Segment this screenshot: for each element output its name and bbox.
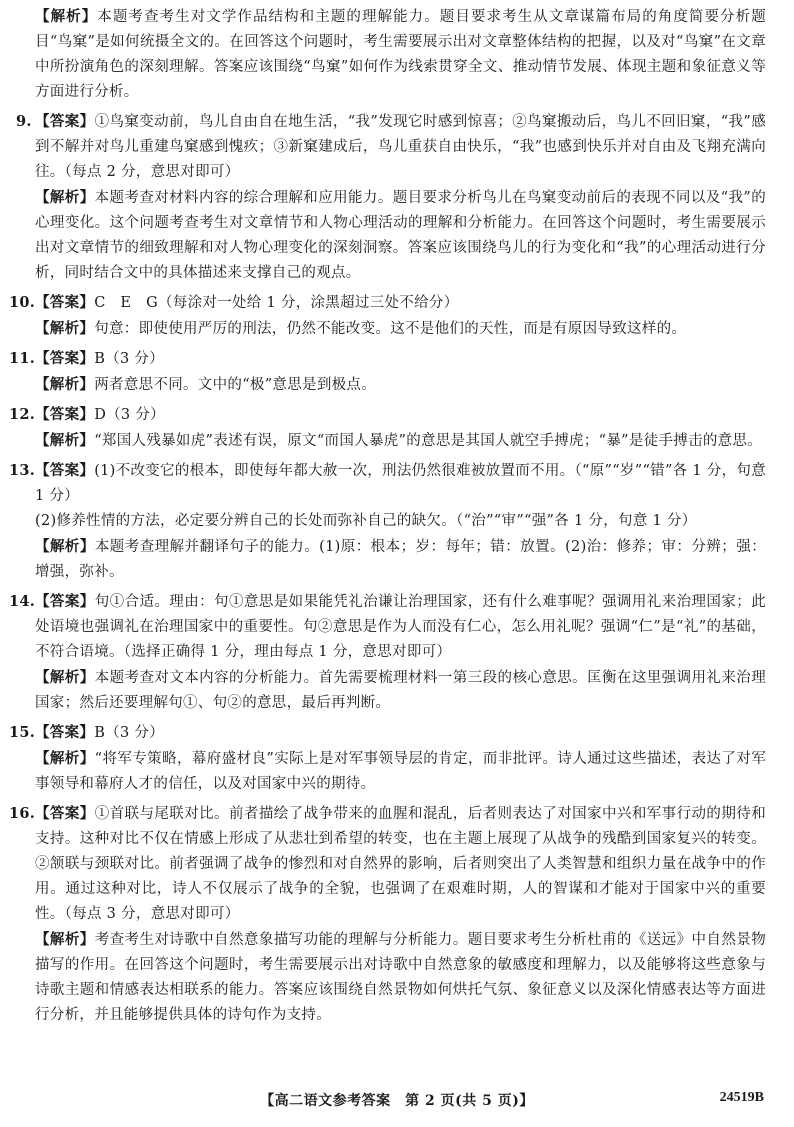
question-number: 13. — [9, 462, 36, 479]
analysis-paragraph — [35, 534, 766, 585]
answer-item — [9, 346, 766, 372]
analysis-label: 【解析】 — [35, 189, 95, 206]
question-number: 15. — [9, 724, 36, 741]
block-text: 句①合适。理由：句①意思是如果能凭礼治谦让治理国家，还有什么难事呢？强调用礼来治理国家；此处语境也强调礼在治理国家中的重要性。句②意思是作为人而没有仁心，怎么用礼呢？强调“仁”是“礼”的基础，不符合语境。（选择正确得 1 分，理由每点 1 分，意思对即可） — [35, 594, 766, 660]
answer-label: 【答案】 — [35, 350, 95, 367]
answer-item — [9, 801, 766, 927]
analysis-label: 【解析】 — [35, 8, 98, 25]
answer-label: 【答案】 — [35, 593, 95, 610]
question-number: 14. — [9, 593, 36, 610]
block-text: 本题考查考生对文学作品结构和主题的理解能力。题目要求考生从文章谋篇布局的角度简要分析题目“鸟窠”是如何统摄全文的。在回答这个问题时，考生需要展示出对文章整体结构的把握，以及对“鸟窠”在文章中所扮演角色的深刻理解。答案应该围绕“鸟窠”如何作为线索贯穿全文、推动情节发展、体现主题和象征意义等方面进行分析。 — [35, 9, 766, 100]
block-text: B（3 分） — [94, 351, 164, 367]
analysis-paragraph — [35, 372, 766, 398]
question-number: 10. — [9, 294, 36, 311]
block-text: B（3 分） — [94, 725, 164, 741]
answer-label: 【答案】 — [35, 805, 95, 822]
analysis-paragraph — [35, 428, 766, 454]
block-text: 两者意思不同。文中的“极”意思是到极点。 — [94, 377, 377, 393]
question-number: 16. — [9, 805, 36, 822]
analysis-paragraph — [35, 185, 766, 286]
block-text: 本题考查对材料内容的综合理解和应用能力。题目要求分析鸟儿在鸟窠变动前后的表现不同以及“我”的心理变化。这个问题考查考生对文章情节和人物心理活动的理解和分析能力。在回答这个问题时，考生需要展示出对文章情节的细致理解和对人物心理变化的深刻洞察。答案应该围绕鸟儿的行为变化和“我”的心理活动进行分析，同时结合文中的具体描述来支撑自己的观点。 — [35, 190, 766, 281]
question-number: 9. — [16, 113, 32, 130]
block-text: 句意：即使使用严厉的刑法，仍然不能改变。这不是他们的天性，而是有原因导致这样的。 — [94, 321, 687, 337]
answer-item — [18, 109, 766, 185]
analysis-label: 【解析】 — [35, 432, 95, 449]
analysis-label: 【解析】 — [35, 669, 95, 686]
question-number: 11. — [9, 350, 36, 367]
block-text: ①鸟窠变动前，鸟儿自由自在地生活，“我”发现它时感到惊喜；②鸟窠搬动后，鸟儿不回旧窠，“我”感到不解并对鸟儿重建鸟窠感到愧疚；③新窠建成后，鸟儿重获自由快乐，“我”也感到快乐并对自由及飞翔充满向往。（每点 2 分，意思对即可） — [35, 114, 767, 180]
page-footer — [0, 1090, 794, 1120]
block-text: 考查考生对诗歌中自然意象描写功能的理解与分析能力。题目要求考生分析杜甫的《送远》中自然景物描写的作用。在回答这个问题时，考生需要展示出对诗歌中自然意象的敏感度和理解力，以及能够将这些意象与诗歌主题和情感表达相联系的能力。答案应该围绕自然景物如何烘托气氛、象征意义以及深化情感表达等方面进行分析，并且能够提供具体的诗句作为支持。 — [35, 932, 766, 1023]
analysis-paragraph — [35, 665, 766, 716]
block-text: (2)修养性情的方法，必定要分辨自己的长处而弥补自己的缺欠。（“治”“审”“强”各 1 分，句意 1 分） — [35, 513, 697, 529]
answer-item — [9, 720, 766, 746]
analysis-paragraph — [35, 4, 766, 105]
block-text: 本题考查对文本内容的分析能力。首先需要梳理材料一第三段的核心意思。匡衡在这里强调用礼来治理国家；然后还要理解句①、句②的意思，最后再判断。 — [35, 670, 766, 711]
answer-document — [0, 4, 794, 1028]
analysis-paragraph — [35, 927, 766, 1028]
answer-label: 【答案】 — [35, 406, 95, 423]
analysis-label: 【解析】 — [35, 320, 95, 337]
block-text: “将军专策略，幕府盛材良”实际上是对军事领导层的肯定，而非批评。诗人通过这些描述，表达了对军事领导和幕府人才的信任，以及对国家中兴的期待。 — [35, 751, 766, 792]
answer-label: 【答案】 — [35, 724, 95, 741]
block-text: “郑国人残暴如虎”表述有误，原文“而国人暴虎”的意思是其国人就空手搏虎；“暴”是徒手搏击的意思。 — [94, 433, 763, 449]
block-text: (1)不改变它的根本，即使每年都大赦一次，刑法仍然很难被放置而不用。（“原”“岁”“错”各 1 分，句意 1 分） — [35, 463, 767, 504]
answer-item — [9, 458, 767, 509]
block-text: ①首联与尾联对比。前者描绘了战争带来的血腥和混乱，后者则表达了对国家中兴和军事行动的期待和支持。这种对比不仅在情感上形成了从悲壮到希望的转变，也在主题上展现了从战争的残酷到国家复兴的转变。②颔联与颈联对比。前者强调了战争的惨烈和对自然界的影响，后者则突出了人类智慧和组织力量在战争中的作用。通过这种对比，诗人不仅展示了战争的全貌，也强调了在艰难时期，人的智谋和才能对于国家中兴的重要性。（每点 3 分，意思对即可） — [35, 806, 766, 922]
analysis-label: 【解析】 — [35, 376, 95, 393]
analysis-paragraph — [35, 316, 766, 342]
block-text: 本题考查理解并翻译句子的能力。(1)原：根本；岁：每年；错：放置。(2)治：修养；审：分辨；强：增强，弥补。 — [35, 539, 766, 580]
answer-label: 【答案】 — [35, 294, 95, 311]
answer-item — [9, 290, 766, 316]
analysis-label: 【解析】 — [35, 931, 95, 948]
analysis-label: 【解析】 — [35, 750, 95, 767]
analysis-label: 【解析】 — [35, 538, 95, 555]
block-text: D（3 分） — [94, 407, 165, 423]
answer-item — [9, 402, 766, 428]
answer-label: 【答案】 — [35, 113, 95, 130]
footer-exam-code: 24519B — [719, 1090, 764, 1105]
footer-page-info: 【高二语文参考答案 第 2 页(共 5 页)】 — [260, 1093, 534, 1109]
analysis-paragraph — [35, 509, 766, 534]
question-number: 12. — [9, 406, 36, 423]
answer-label: 【答案】 — [35, 462, 95, 479]
block-text: C E G（每涂对一处给 1 分，涂黑超过三处不给分） — [94, 295, 459, 311]
analysis-paragraph — [35, 746, 766, 797]
answer-item — [9, 589, 766, 665]
